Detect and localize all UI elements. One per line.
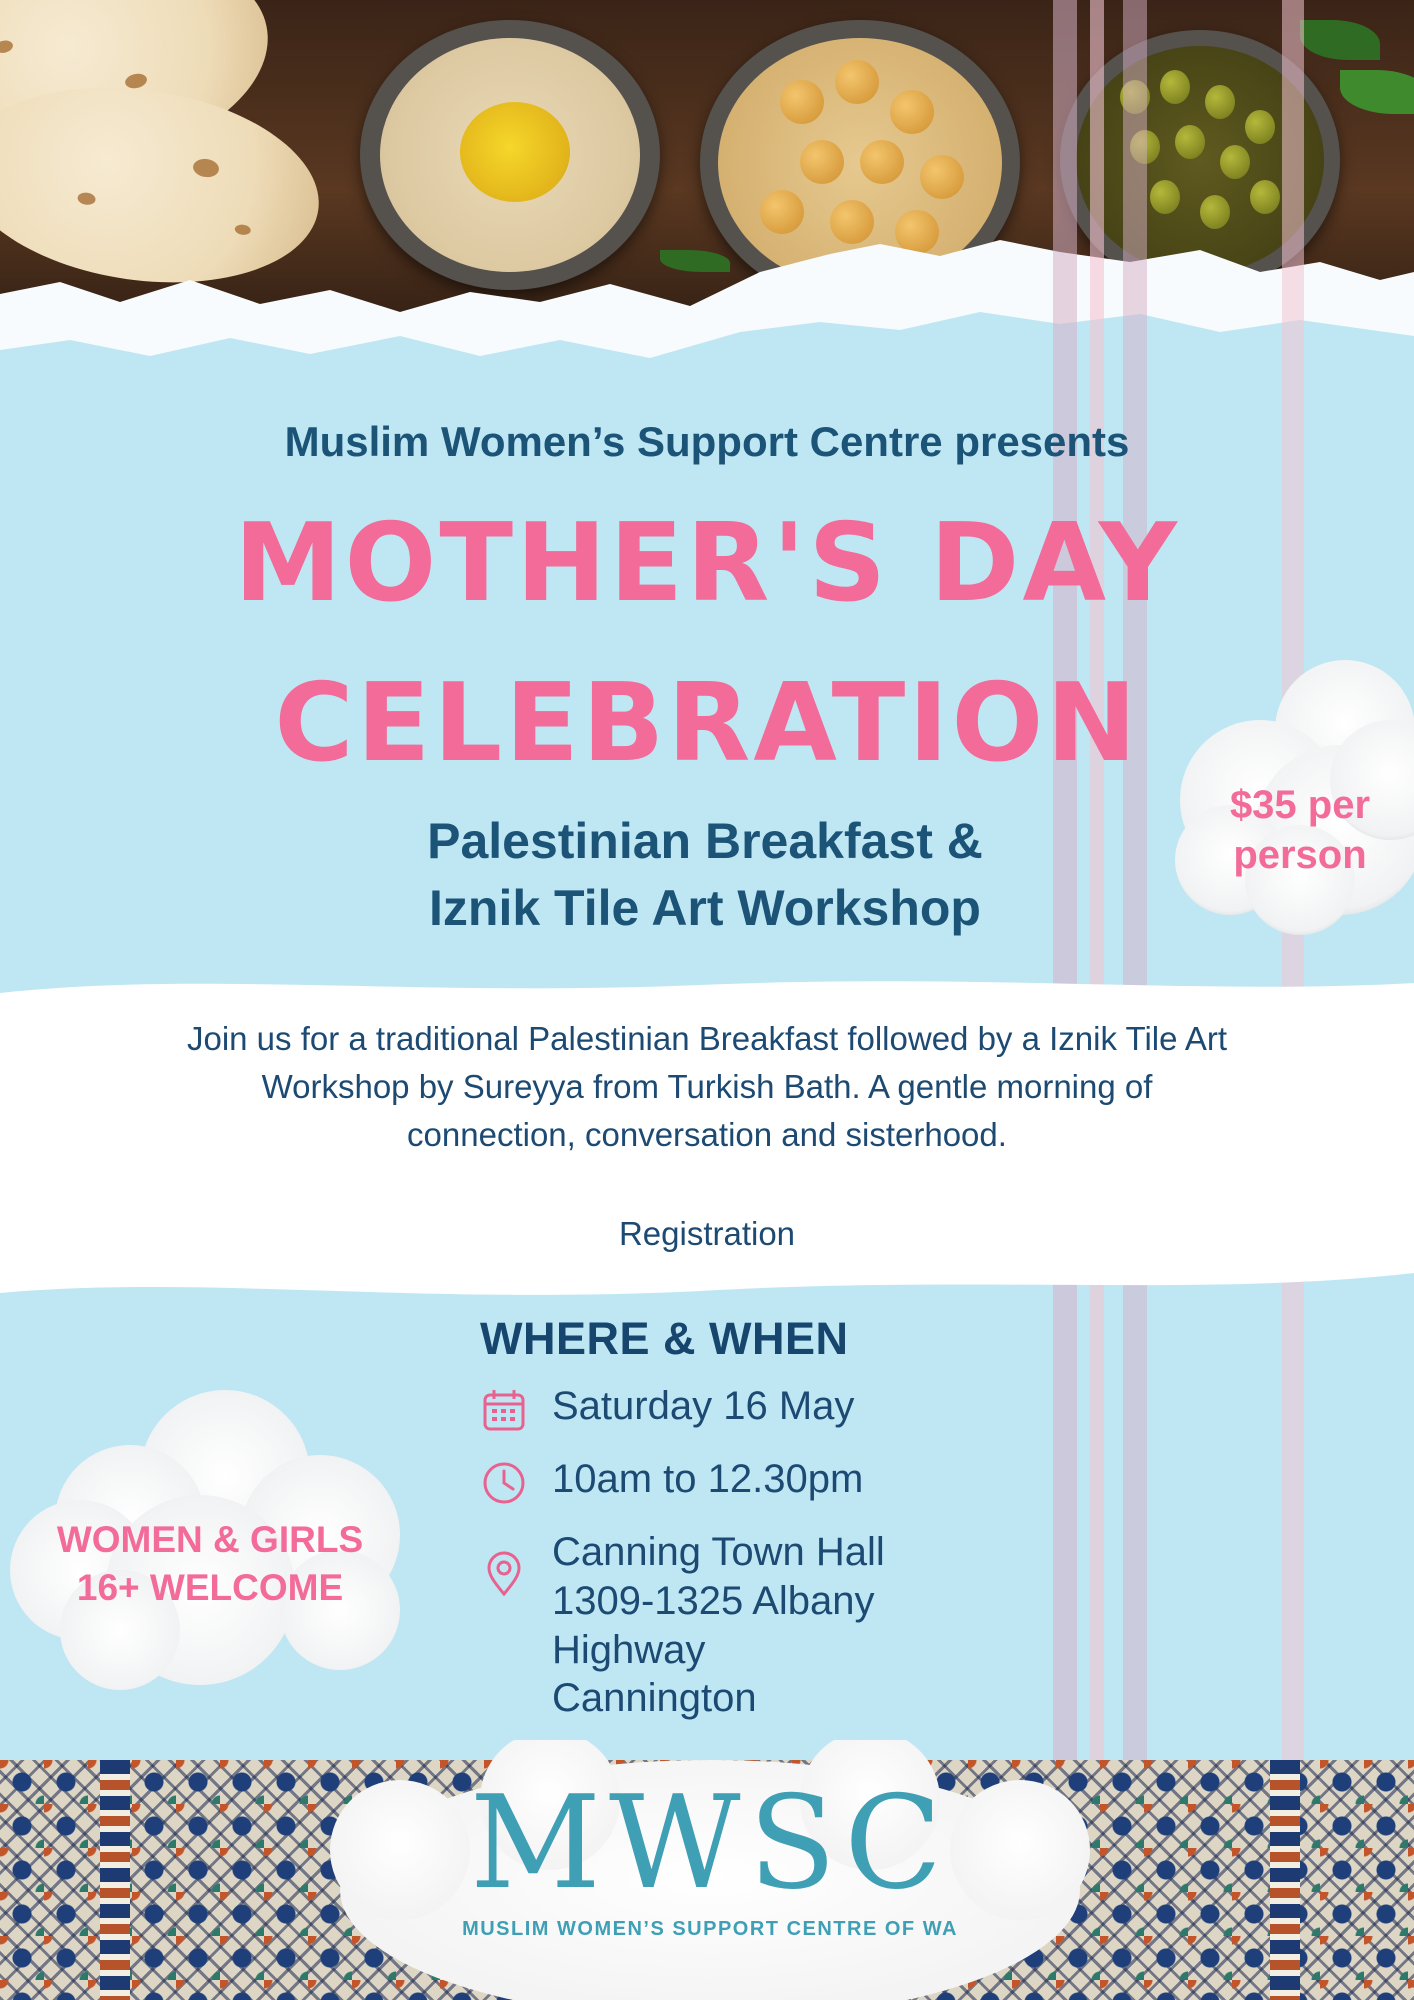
calendar-icon <box>480 1386 528 1434</box>
venue-line: Cannington <box>552 1676 757 1721</box>
location-pin-icon <box>480 1550 528 1598</box>
where-when-heading: WHERE & WHEN <box>480 1313 849 1364</box>
event-venue-row <box>480 1528 885 1723</box>
description-line1: Join us for a traditional Palestinian Breakfast followed by a Iznik Tile Art <box>186 1020 1228 1057</box>
registration-link[interactable]: Registration <box>618 1215 796 1252</box>
venue-line: 1309-1325 Albany <box>552 1578 875 1623</box>
venue-line: Canning Town Hall <box>552 1530 885 1574</box>
event-time-row <box>480 1455 863 1507</box>
audience-badge <box>20 1516 400 1612</box>
tile-border <box>100 1760 130 2000</box>
price-line1: $35 per <box>1229 783 1371 827</box>
event-title-line1: MOTHER'S DAY <box>234 501 1180 626</box>
herb-leaf <box>1340 70 1414 114</box>
event-subtitle <box>280 808 1130 941</box>
torn-paper-edge <box>0 232 1414 412</box>
description-line3: connection, conversation and sisterhood. <box>407 1115 1007 1153</box>
event-time: 10am to 12.30pm <box>552 1457 864 1501</box>
audience-line1: WOMEN & GIRLS <box>56 1519 364 1560</box>
event-venue <box>552 1528 885 1723</box>
tile-border <box>1270 1760 1300 2000</box>
event-date: Saturday 16 May <box>552 1384 855 1428</box>
event-date-row <box>480 1382 854 1434</box>
price-badge <box>1190 780 1410 880</box>
logo-subtitle: MUSLIM WOMEN’S SUPPORT CENTRE OF WA <box>462 1918 958 1940</box>
clock-icon <box>480 1459 528 1507</box>
presenter-line: Muslim Women’s Support Centre presents <box>284 418 1130 465</box>
audience-line2: 16+ WELCOME <box>76 1567 344 1609</box>
mwsc-logo: MWSC <box>469 1769 951 1918</box>
event-description <box>60 1015 1354 1159</box>
price-line2: person <box>1233 833 1367 877</box>
description-line2: Workshop by Sureyya from Turkish Bath. A gentle morning of <box>261 1067 1153 1105</box>
herb-leaf <box>1300 20 1380 60</box>
subtitle-line1: Palestinian Breakfast & <box>427 813 983 869</box>
venue-line: Highway <box>552 1627 706 1672</box>
event-title-line2: CELEBRATION <box>274 661 1140 786</box>
subtitle-line2: Iznik Tile Art Workshop <box>429 879 981 936</box>
